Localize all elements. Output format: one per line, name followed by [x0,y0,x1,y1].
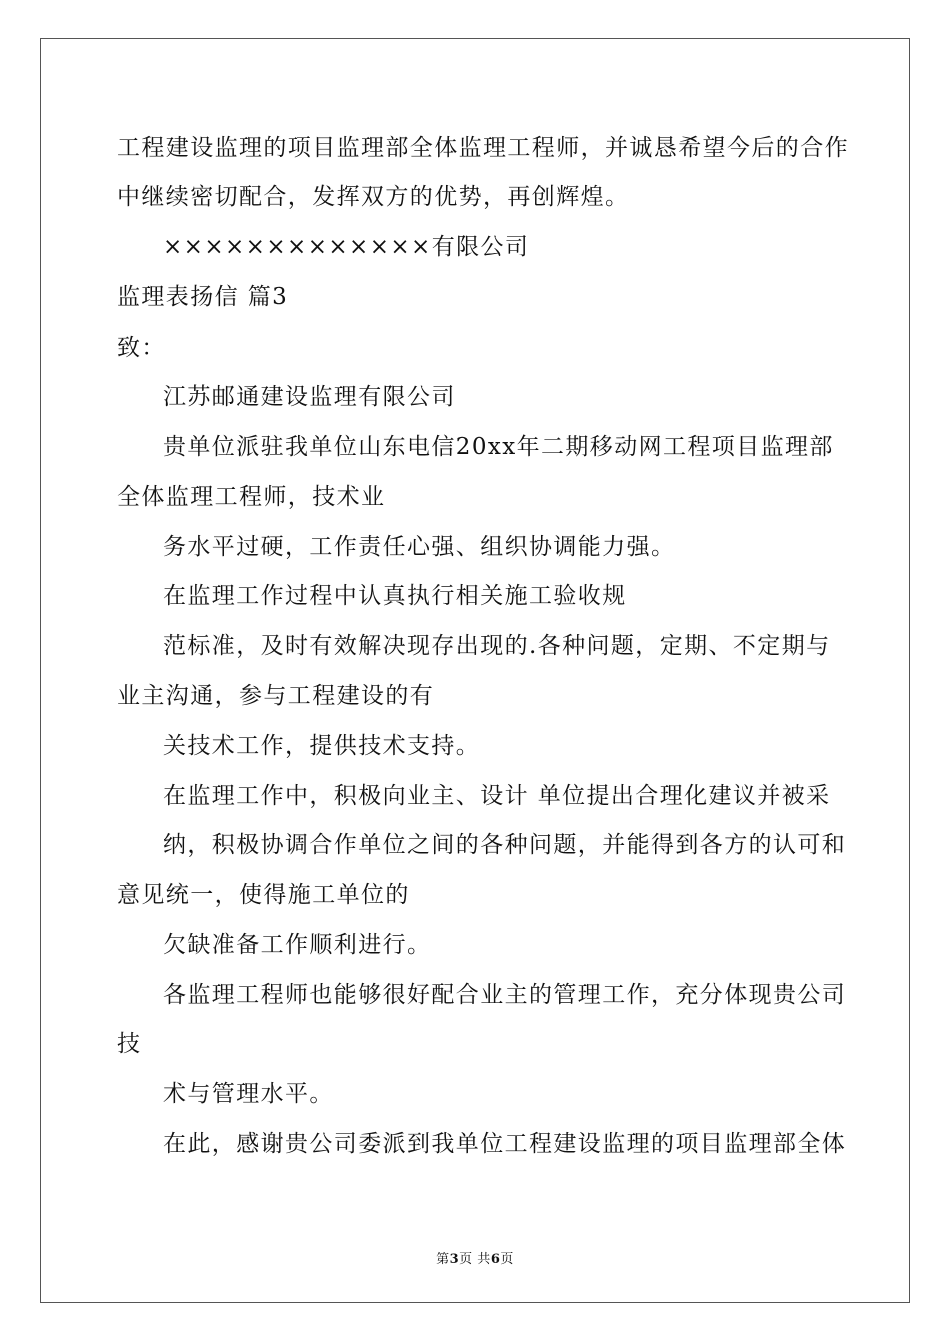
body-text-line: 意见统一，使得施工单位的 [117,882,410,908]
body-text-line: 贵单位派驻我单位山东电信20xx年二期移动网工程项目监理部 [163,434,834,460]
page-footer [0,1248,950,1267]
page-border [40,38,910,1303]
body-text-line: 欠缺准备工作顺利进行。 [163,932,432,958]
body-text-line: 在此，感谢贵公司委派到我单位工程建设监理的项目监理部全体 [163,1131,847,1157]
body-text-line: 业主沟通，参与工程建设的有 [117,683,435,709]
body-text-line: 关技术工作，提供技术支持。 [163,733,481,759]
body-text-line: 务水平过硬，工作责任心强、组织协调能力强。 [163,534,676,560]
recipient-company: 江苏邮通建设监理有限公司 [163,384,456,410]
current-page-number: 3 [449,1252,460,1267]
footer-suffix: 页 [500,1252,514,1267]
body-text-line: 全体监理工程师，技术业 [117,484,386,510]
footer-prefix: 第 [436,1252,450,1267]
body-text-line: 工程建设监理的项目监理部全体监理工程师，并诚恳希望今后的合作 [117,135,849,161]
body-text-line: 中继续密切配合，发挥双方的优势，再创辉煌。 [117,184,630,210]
company-signature: ×××××××××××××有限公司 [163,234,530,260]
body-text-line: 术与管理水平。 [163,1081,334,1107]
body-text-line: 各监理工程师也能够很好配合业主的管理工作，充分体现贵公司 [163,982,847,1008]
body-text-line: 在监理工作中，积极向业主、设计 单位提出合理化建议并被采 [163,783,831,809]
body-text-line: 纳，积极协调合作单位之间的各种问题，并能得到各方的认可和 [163,832,847,858]
footer-mid: 页 共 [459,1252,491,1267]
body-text-line: 在监理工作过程中认真执行相关施工验收规 [163,583,627,609]
total-page-number: 6 [490,1252,501,1267]
body-text-line: 范标准，及时有效解决现存出现的.各种问题，定期、不定期与 [163,633,831,659]
salutation: 致： [117,335,166,361]
body-text-line: 技 [117,1031,142,1057]
section-heading: 监理表扬信 篇3 [117,284,289,310]
